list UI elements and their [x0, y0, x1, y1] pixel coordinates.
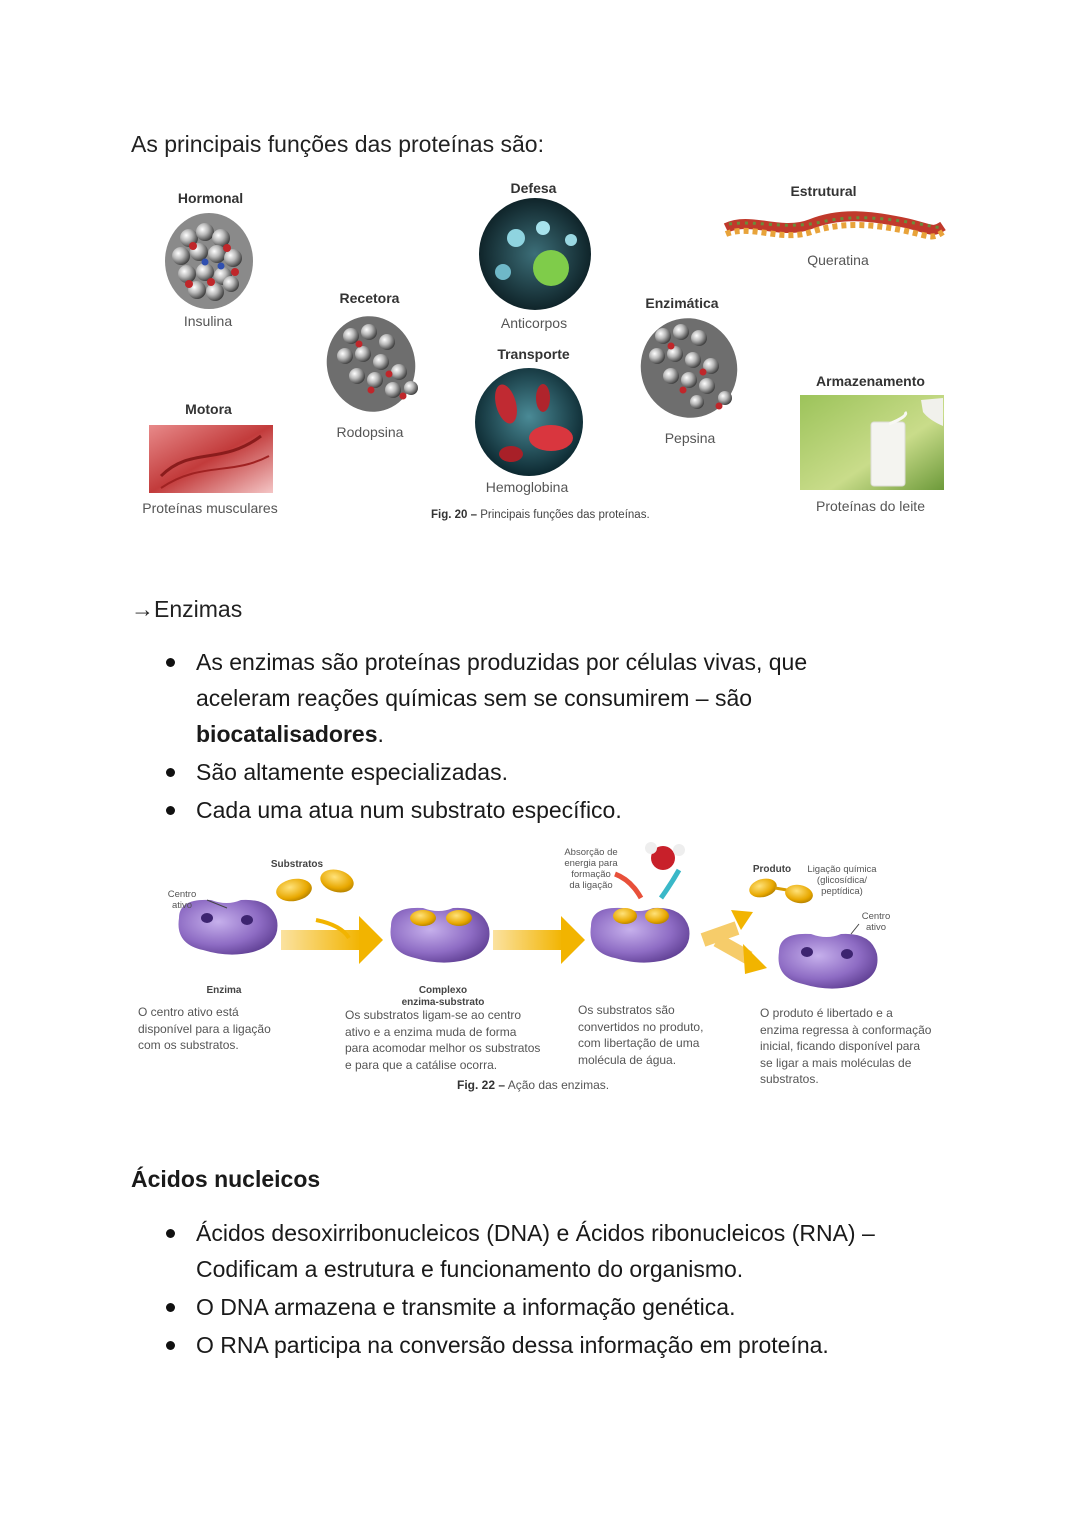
- step2-text: [345, 1007, 575, 1073]
- step1-line3: com os substratos.: [138, 1038, 239, 1052]
- enzimas-bullet3: Cada uma atua num substrato específico.: [196, 797, 622, 823]
- label-centro-ativo-line2: ativo: [171, 900, 193, 911]
- label-absorcao-line2: energia para: [564, 858, 618, 869]
- acidos-bullet3: O RNA participa na conversão dessa informação em proteína.: [196, 1332, 829, 1358]
- enzimas-bullet2: São altamente especializadas.: [196, 759, 508, 785]
- label-armazenamento: Armazenamento: [816, 373, 925, 389]
- step3-text: [578, 1002, 738, 1068]
- acidos-bullet1-line2: Codificam a estrutura e funcionamento do organismo.: [196, 1256, 744, 1282]
- label-recetora: Recetora: [339, 290, 400, 306]
- arrow-icon: [493, 916, 585, 964]
- step4-line2: enzima regressa à conformação: [760, 1022, 932, 1037]
- step3-line4: molécula de água.: [578, 1052, 677, 1067]
- enzimas-bullet1-line2: aceleram reações químicas sem se consumirem – são: [196, 685, 753, 711]
- caption-queratina: Queratina: [807, 252, 869, 268]
- list-item: [160, 792, 960, 828]
- figure-protein-functions: [131, 176, 951, 526]
- step2-line3: para acomodar melhor os substratos: [345, 1041, 541, 1055]
- substrate-icon: [274, 876, 313, 904]
- caption-rodopsina: Rodopsina: [336, 424, 404, 440]
- figure-22-number: Fig. 22 –: [457, 1078, 506, 1092]
- label-complexo-line2: enzima-substrato: [401, 997, 485, 1008]
- insulin-molecule-icon: [165, 213, 253, 309]
- bullet-icon: [166, 1303, 175, 1312]
- label-motora: Motora: [185, 401, 232, 417]
- enzimas-bullet1-line1: As enzimas são proteínas produzidas por células vivas, que: [196, 649, 808, 675]
- label-produto: Produto: [752, 864, 792, 875]
- step4-line5: substratos.: [760, 1072, 819, 1086]
- step1-line1: O centro ativo está: [138, 1005, 239, 1019]
- bullet-icon: [166, 768, 175, 777]
- label-complexo: [389, 985, 497, 1009]
- arrow-icon: [281, 916, 383, 964]
- label-hormonal: Hormonal: [177, 190, 244, 206]
- muscle-fiber-image-icon: [149, 425, 273, 493]
- bullet-icon: [166, 806, 175, 815]
- step4-line1: O produto é libertado e a: [760, 1006, 893, 1020]
- list-item: [160, 754, 960, 790]
- label-enzima: Enzima: [206, 985, 242, 996]
- figure-20-caption: [431, 509, 691, 521]
- list-item: [160, 644, 960, 752]
- label-ligacao-line1: Ligação química: [807, 864, 877, 875]
- step4-text: [760, 1005, 950, 1088]
- list-item: [160, 1327, 960, 1363]
- intro-text: As principais funções das proteínas são:: [131, 131, 544, 157]
- milk-image-icon: [800, 395, 944, 490]
- antibodies-image-icon: [479, 198, 591, 310]
- caption-anticorpos: Anticorpos: [500, 315, 568, 331]
- step3-line1: Os substratos são: [578, 1003, 675, 1017]
- pepsin-molecule-icon: [627, 305, 751, 432]
- step1-line2: disponível para a ligação: [138, 1021, 271, 1036]
- figure-22-caption: [457, 1077, 677, 1094]
- label-absorcao-line3: formação: [571, 869, 611, 880]
- caption-proteinas-leite: Proteínas do leite: [816, 498, 925, 514]
- step4-line4: se ligar a mais moléculas de: [760, 1055, 912, 1070]
- label-substratos: Substratos: [270, 859, 324, 870]
- label-absorcao-line1: Absorção de: [564, 847, 618, 858]
- label-defesa: Defesa: [510, 180, 557, 196]
- acidos-bullet-list: [160, 1215, 960, 1365]
- split-arrow-icon: [703, 910, 767, 974]
- enzimas-bullet1-end: .: [377, 721, 384, 747]
- caption-proteinas-musculares: Proteínas musculares: [142, 500, 278, 516]
- list-item: [160, 1215, 960, 1287]
- step1-text: [138, 1004, 308, 1054]
- figure-22-caption-text: Ação das enzimas.: [507, 1078, 610, 1092]
- keratin-strand-icon: [726, 216, 943, 236]
- label-ligacao-line3: peptídica): [821, 886, 863, 897]
- label-ligacao-line2: (glicosídica/: [816, 875, 868, 886]
- step2-line2: ativo e a enzima muda de forma: [345, 1024, 517, 1039]
- figure-20-caption-text: Principais funções das proteínas.: [480, 509, 650, 521]
- enzyme-product-formation-icon: [591, 908, 690, 963]
- label-transporte: Transporte: [497, 346, 570, 362]
- step2-line4: e para que a catálise ocorra.: [345, 1057, 498, 1072]
- label-complexo-line1: Complexo: [418, 985, 468, 996]
- step3-line3: com libertação de uma: [578, 1036, 700, 1050]
- label-centro-ativo-2-line2: ativo: [865, 922, 887, 933]
- label-ligacao-quimica: [803, 864, 881, 897]
- label-centro-ativo: [161, 889, 203, 911]
- caption-pepsina: Pepsina: [664, 430, 716, 446]
- list-item: [160, 1289, 960, 1325]
- acidos-bullet2: O DNA armazena e transmite a informação genética.: [196, 1294, 736, 1320]
- label-centro-ativo-2: [855, 911, 897, 933]
- rhodopsin-molecule-icon: [316, 306, 426, 422]
- label-absorcao: [561, 847, 621, 891]
- label-centro-ativo-line1: Centro: [167, 889, 197, 900]
- label-estrutural: Estrutural: [790, 183, 857, 199]
- label-enzimatica: Enzimática: [645, 295, 719, 311]
- bullet-icon: [166, 658, 175, 667]
- label-centro-ativo-2-line1: Centro: [861, 911, 891, 922]
- enzimas-heading: →Enzimas: [131, 596, 243, 622]
- label-absorcao-line4: da ligação: [569, 880, 613, 891]
- bullet-icon: [166, 1341, 175, 1350]
- enzimas-bullet1-bold: biocatalisadores: [196, 721, 378, 747]
- step3-line2: convertidos no produto,: [578, 1019, 704, 1034]
- acidos-nucleicos-heading: Ácidos nucleicos: [131, 1166, 321, 1192]
- caption-insulina: Insulina: [183, 313, 233, 329]
- step4-line3: inicial, ficando disponível para: [760, 1039, 921, 1053]
- figure-enzyme-action: [131, 840, 951, 1100]
- enzimas-bullet-list: [160, 644, 960, 830]
- acidos-bullet1-line1: Ácidos desoxirribonucleicos (DNA) e Ácidos ribonucleicos (RNA) –: [196, 1220, 875, 1246]
- hemoglobin-image-icon: [475, 368, 583, 476]
- enzyme-shape-icon: [779, 934, 878, 989]
- caption-hemoglobina: Hemoglobina: [485, 479, 569, 495]
- enzyme-substrate-complex-icon: [391, 908, 490, 963]
- figure-20-number: Fig. 20 –: [431, 509, 478, 521]
- step2-line1: Os substratos ligam-se ao centro: [345, 1008, 522, 1022]
- water-molecule-icon: [645, 842, 685, 870]
- bullet-icon: [166, 1229, 175, 1238]
